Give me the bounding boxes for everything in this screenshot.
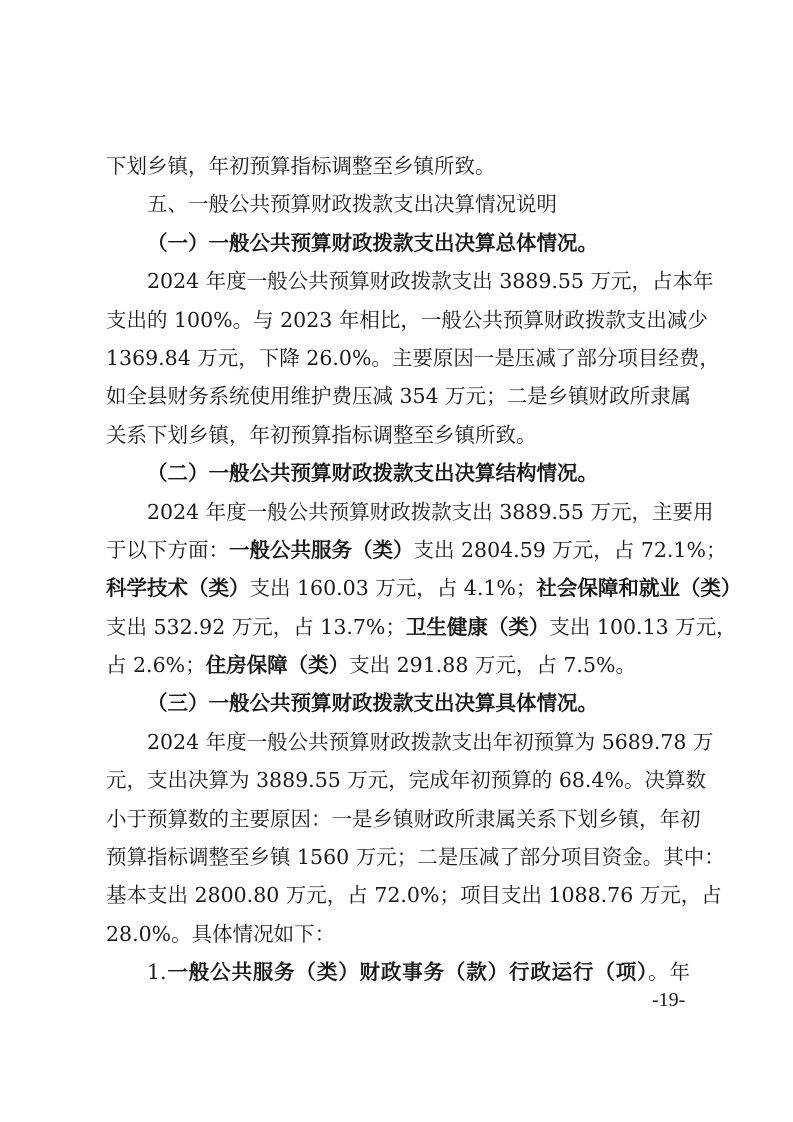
item-label: 一般公共服务（类）财政事务（款）行政运行（项） [166,960,649,985]
section-heading: 五、一般公共预算财政拨款支出决算情况说明 [147,192,557,217]
page-number: -19- [652,989,686,1011]
paragraph-line: 科学技术（类）支出 160.03 万元，占 4.1%；社会保障和就业（类） [106,576,742,601]
paragraph-line: 基本支出 2800.80 万元，占 72.0%；项目支出 1088.76 万元，占 [106,883,722,908]
category-label: 社会保障和就业（类） [536,576,742,601]
paragraph-line: 支出的 100%。与 2023 年相比，一般公共预算财政拨款支出减少 [106,307,708,332]
paragraph-line: 支出 532.92 万元，占 13.7%；卫生健康（类）支出 100.13 万元， [106,614,737,639]
paragraph-line: 2024 年度一般公共预算财政拨款支出 3889.55 万元，主要用 [147,499,714,524]
paragraph-line: 元，支出决算为 3889.55 万元，完成年初预算的 68.4%。决算数 [106,768,706,793]
category-label: 科学技术（类） [106,576,250,601]
paragraph-line: 占 2.6%；住房保障（类）支出 291.88 万元，占 7.5%。 [106,653,636,678]
paragraph-line: 于以下方面：一般公共服务（类）支出 2804.59 万元，占 72.1%； [106,537,727,562]
subsection-heading: （三）一般公共预算财政拨款支出决算具体情况。 [147,691,598,716]
paragraph-line: 关系下划乡镇，年初预算指标调整至乡镇所致。 [106,422,537,447]
paragraph-line: 28.0%。具体情况如下： [106,921,336,946]
paragraph-line: 小于预算数的主要原因：一是乡镇财政所隶属关系下划乡镇，年初 [106,806,701,831]
paragraph-line: 下划乡镇，年初预算指标调整至乡镇所致。 [106,154,496,178]
subsection-heading: （一）一般公共预算财政拨款支出决算总体情况。 [147,230,598,255]
category-label: 住房保障（类） [205,653,350,678]
subsection-heading: （二）一般公共预算财政拨款支出决算结构情况。 [147,461,598,486]
paragraph-line: 1369.84 万元，下降 26.0%。主要原因一是压减了部分项目经费， [106,345,720,370]
category-label: 卫生健康（类） [405,614,550,639]
paragraph-line: 1.一般公共服务（类）财政事务（款）行政运行（项）。年 [147,960,691,985]
paragraph-line: 如全县财务系统使用维护费压减 354 万元；二是乡镇财政所隶属 [106,384,692,409]
paragraph-line: 2024 年度一般公共预算财政拨款支出年初预算为 5689.78 万 [147,729,714,754]
paragraph-line: 2024 年度一般公共预算财政拨款支出 3889.55 万元，占本年 [147,269,714,294]
document-body [106,147,742,992]
paragraph-line: 预算指标调整至乡镇 1560 万元；二是压减了部分项目资金。其中： [106,845,725,870]
category-label: 一般公共服务（类） [229,537,414,562]
